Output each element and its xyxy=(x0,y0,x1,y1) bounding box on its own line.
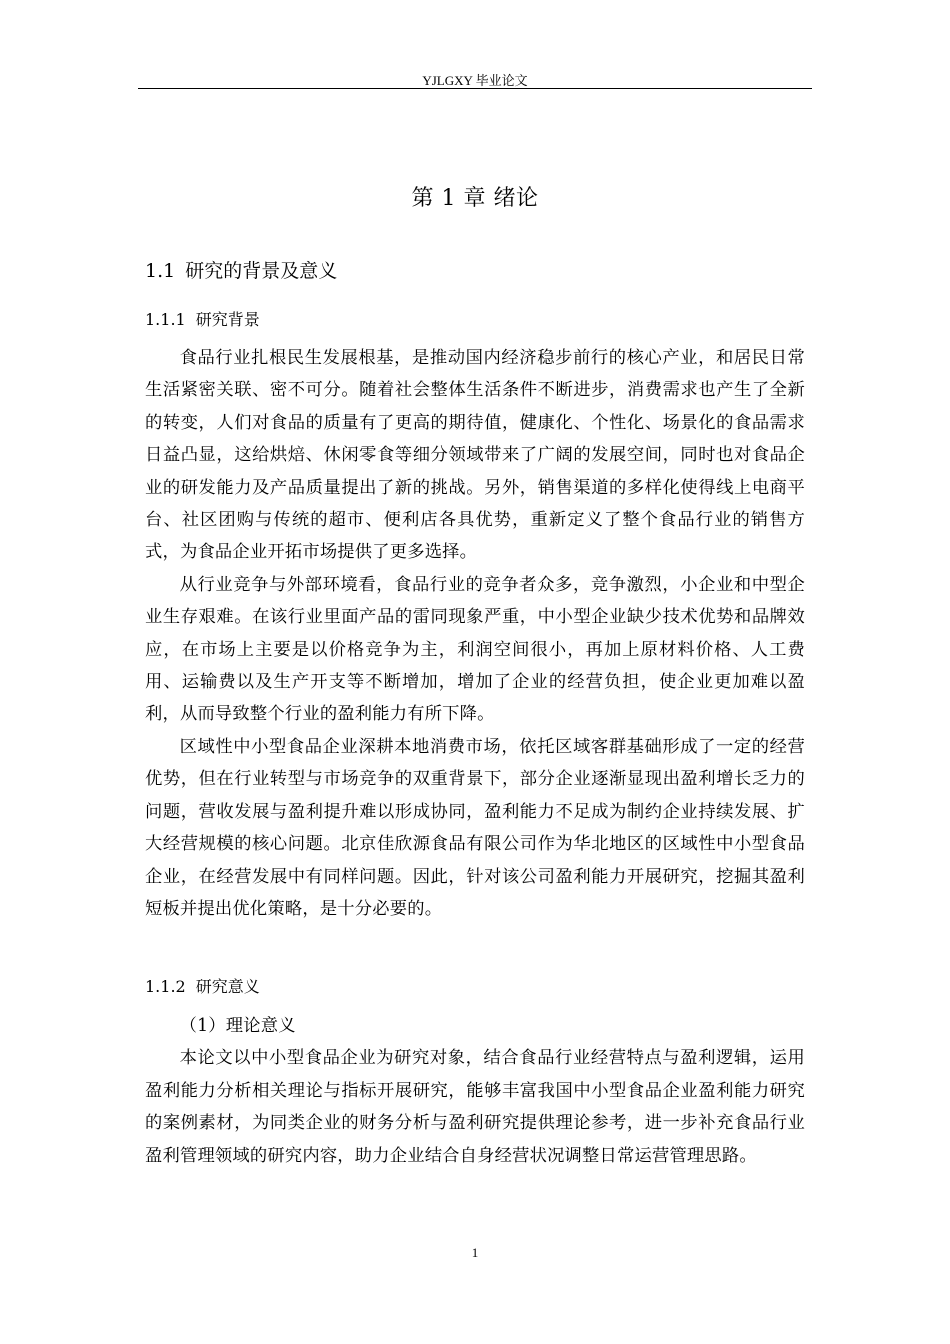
subsection-number: 1.1.1 xyxy=(145,310,186,329)
significance-body xyxy=(145,1010,805,1172)
body-paragraph: 从行业竞争与外部环境看，食品行业的竞争者众多，竞争激烈，小企业和中型企业生存艰难。在该行业里面产品的雷同现象严重，中小型企业缺少技术优势和品牌效应，在市场上主要是以价格竞争为主，利润空间很小，再加上原材料价格、人工费用、运输费以及生产开支等不断增加，增加了企业的经营负担，使企业更加难以盈利，从而导致整个行业的盈利能力有所下降。 xyxy=(145,574,805,725)
section-title: 研究的背景及意义 xyxy=(185,260,338,282)
body-paragraph: 本论文以中小型食品企业为研究对象，结合食品行业经营特点与盈利逻辑，运用盈利能力分析相关理论与指标开展研究，能够丰富我国中小型食品企业盈利能力研究的案例素材，为同类企业的财务分析与盈利研究提供理论参考，进一步补充食品行业盈利管理领域的研究内容，助力企业结合自身经营状况调整日常运营管理思路。 xyxy=(145,1048,805,1166)
section-heading xyxy=(145,256,337,283)
subsection-number: 1.1.2 xyxy=(145,977,186,996)
subsection-heading-background xyxy=(145,307,260,330)
subsection-heading-significance xyxy=(145,974,260,997)
chapter-title: 第 1 章 绪论 xyxy=(411,186,539,211)
body-paragraph: 区域性中小型食品企业深耕本地消费市场，依托区域客群基础形成了一定的经营优势，但在行业转型与市场竞争的双重背景下，部分企业逐渐显现出盈利增长乏力的问题，营收发展与盈利提升难以形成协同，盈利能力不足成为制约企业持续发展、扩大经营规模的核心问题。北京佳欣源食品有限公司作为华北地区的区域性中小型食品企业，在经营发展中有同样问题。因此，针对该公司盈利能力开展研究，挖掘其盈利短板并提出优化策略，是十分必要的。 xyxy=(145,736,805,919)
list-subheading: （1）理论意义 xyxy=(179,1016,296,1036)
subsection-title: 研究意义 xyxy=(195,977,260,996)
background-body xyxy=(145,342,805,925)
page-number: 1 xyxy=(471,1245,479,1260)
subsection-title: 研究背景 xyxy=(195,310,260,329)
header-divider xyxy=(138,88,812,89)
body-paragraph: 食品行业扎根民生发展根基，是推动国内经济稳步前行的核心产业，和居民日常生活紧密关联、密不可分。随着社会整体生活条件不断进步，消费需求也产生了全新的转变，人们对食品的质量有了更高的期待值，健康化、个性化、场景化的食品需求日益凸显，这给烘焙、休闲零食等细分领域带来了广阔的发展空间，同时也对食品企业的研发能力及产品质量提出了新的挑战。另外，销售渠道的多样化使得线上电商平台、社区团购与传统的超市、便利店各具优势，重新定义了整个食品行业的销售方式，为食品企业开拓市场提供了更多选择。 xyxy=(145,348,805,563)
running-header: YJLGXY 毕业论文 xyxy=(422,73,528,88)
section-number: 1.1 xyxy=(145,260,176,282)
